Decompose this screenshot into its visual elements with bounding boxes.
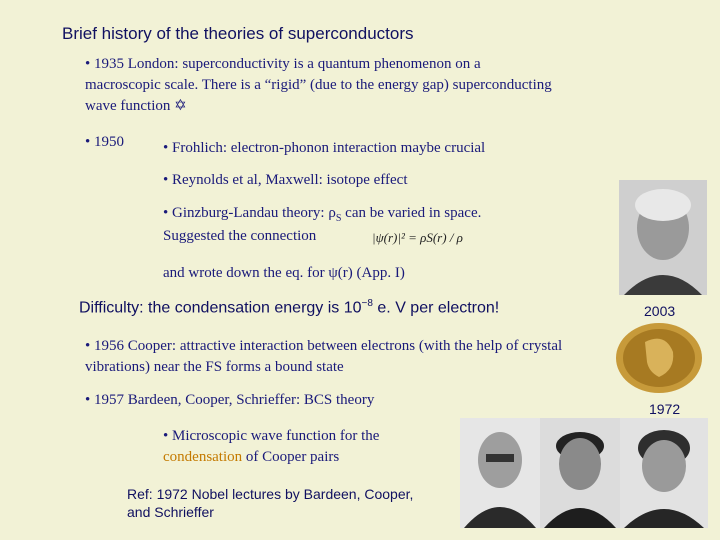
condensation-highlight: condensation: [163, 449, 243, 465]
schrieffer-photo: [620, 418, 708, 528]
bullet-cooper-1956: • 1956 Cooper: attractive interaction between electrons (with the help of crystal vibrations) near the FS forms a bound state: [85, 338, 563, 375]
gl-equation-line: [163, 263, 405, 284]
difficulty-exponent: −8: [361, 298, 373, 309]
rho-subscript: S: [335, 213, 342, 224]
bullet-bcs-1957: • 1957 Bardeen, Cooper, Schrieffer: BCS theory: [85, 392, 375, 408]
rho-symbol: ρ: [328, 205, 336, 221]
bullet-reynolds: • Reynolds et al, Maxwell: isotope effect: [163, 172, 408, 188]
gl3-text-b: (r) (App. I): [337, 265, 405, 281]
cooper-photo: [540, 418, 620, 528]
reference-note: Ref: 1972 Nobel lectures by Bardeen, Cooper, and Schrieffer: [127, 486, 414, 520]
psi-symbol: ψ: [328, 265, 338, 281]
gl-connection-text: Suggested the connection: [163, 228, 317, 244]
difficulty-text-a: Difficulty: the condensation energy is 10: [79, 299, 362, 317]
year-1972-label: 1972: [649, 401, 681, 417]
difficulty-text-b: e. V per electron!: [372, 299, 500, 317]
gl-equation: |ψ(r)|² = ρS(r) / ρ: [372, 230, 463, 245]
bullet-microscopic: [163, 426, 443, 468]
micro-text-b: of Cooper pairs: [242, 449, 340, 465]
gl-text-a: • Ginzburg-Landau theory:: [163, 205, 329, 221]
bullet-1935: • 1935 London: superconductivity is a quantum phenomenon on a macroscopic scale. There is a “rigid” (due to the energy gap) superconducting wave function ✡: [85, 56, 552, 114]
bullet-frohlich: • Frohlich: electron-phonon interaction maybe crucial: [163, 140, 486, 156]
gl-text-b: can be varied in space.: [341, 205, 482, 221]
micro-text-a: • Microscopic wave function for the: [163, 428, 380, 444]
gl3-text-a: and wrote down the eq. for: [163, 265, 329, 281]
difficulty-line: [79, 298, 499, 317]
slide-title: Brief history of the theories of superconductors: [62, 24, 414, 43]
bullet-1950-year: • 1950: [85, 134, 125, 150]
bardeen-photo: [460, 418, 540, 528]
ginzburg-photo: [619, 180, 707, 295]
year-2003-label: 2003: [644, 303, 676, 319]
nobel-medal: [615, 322, 703, 394]
